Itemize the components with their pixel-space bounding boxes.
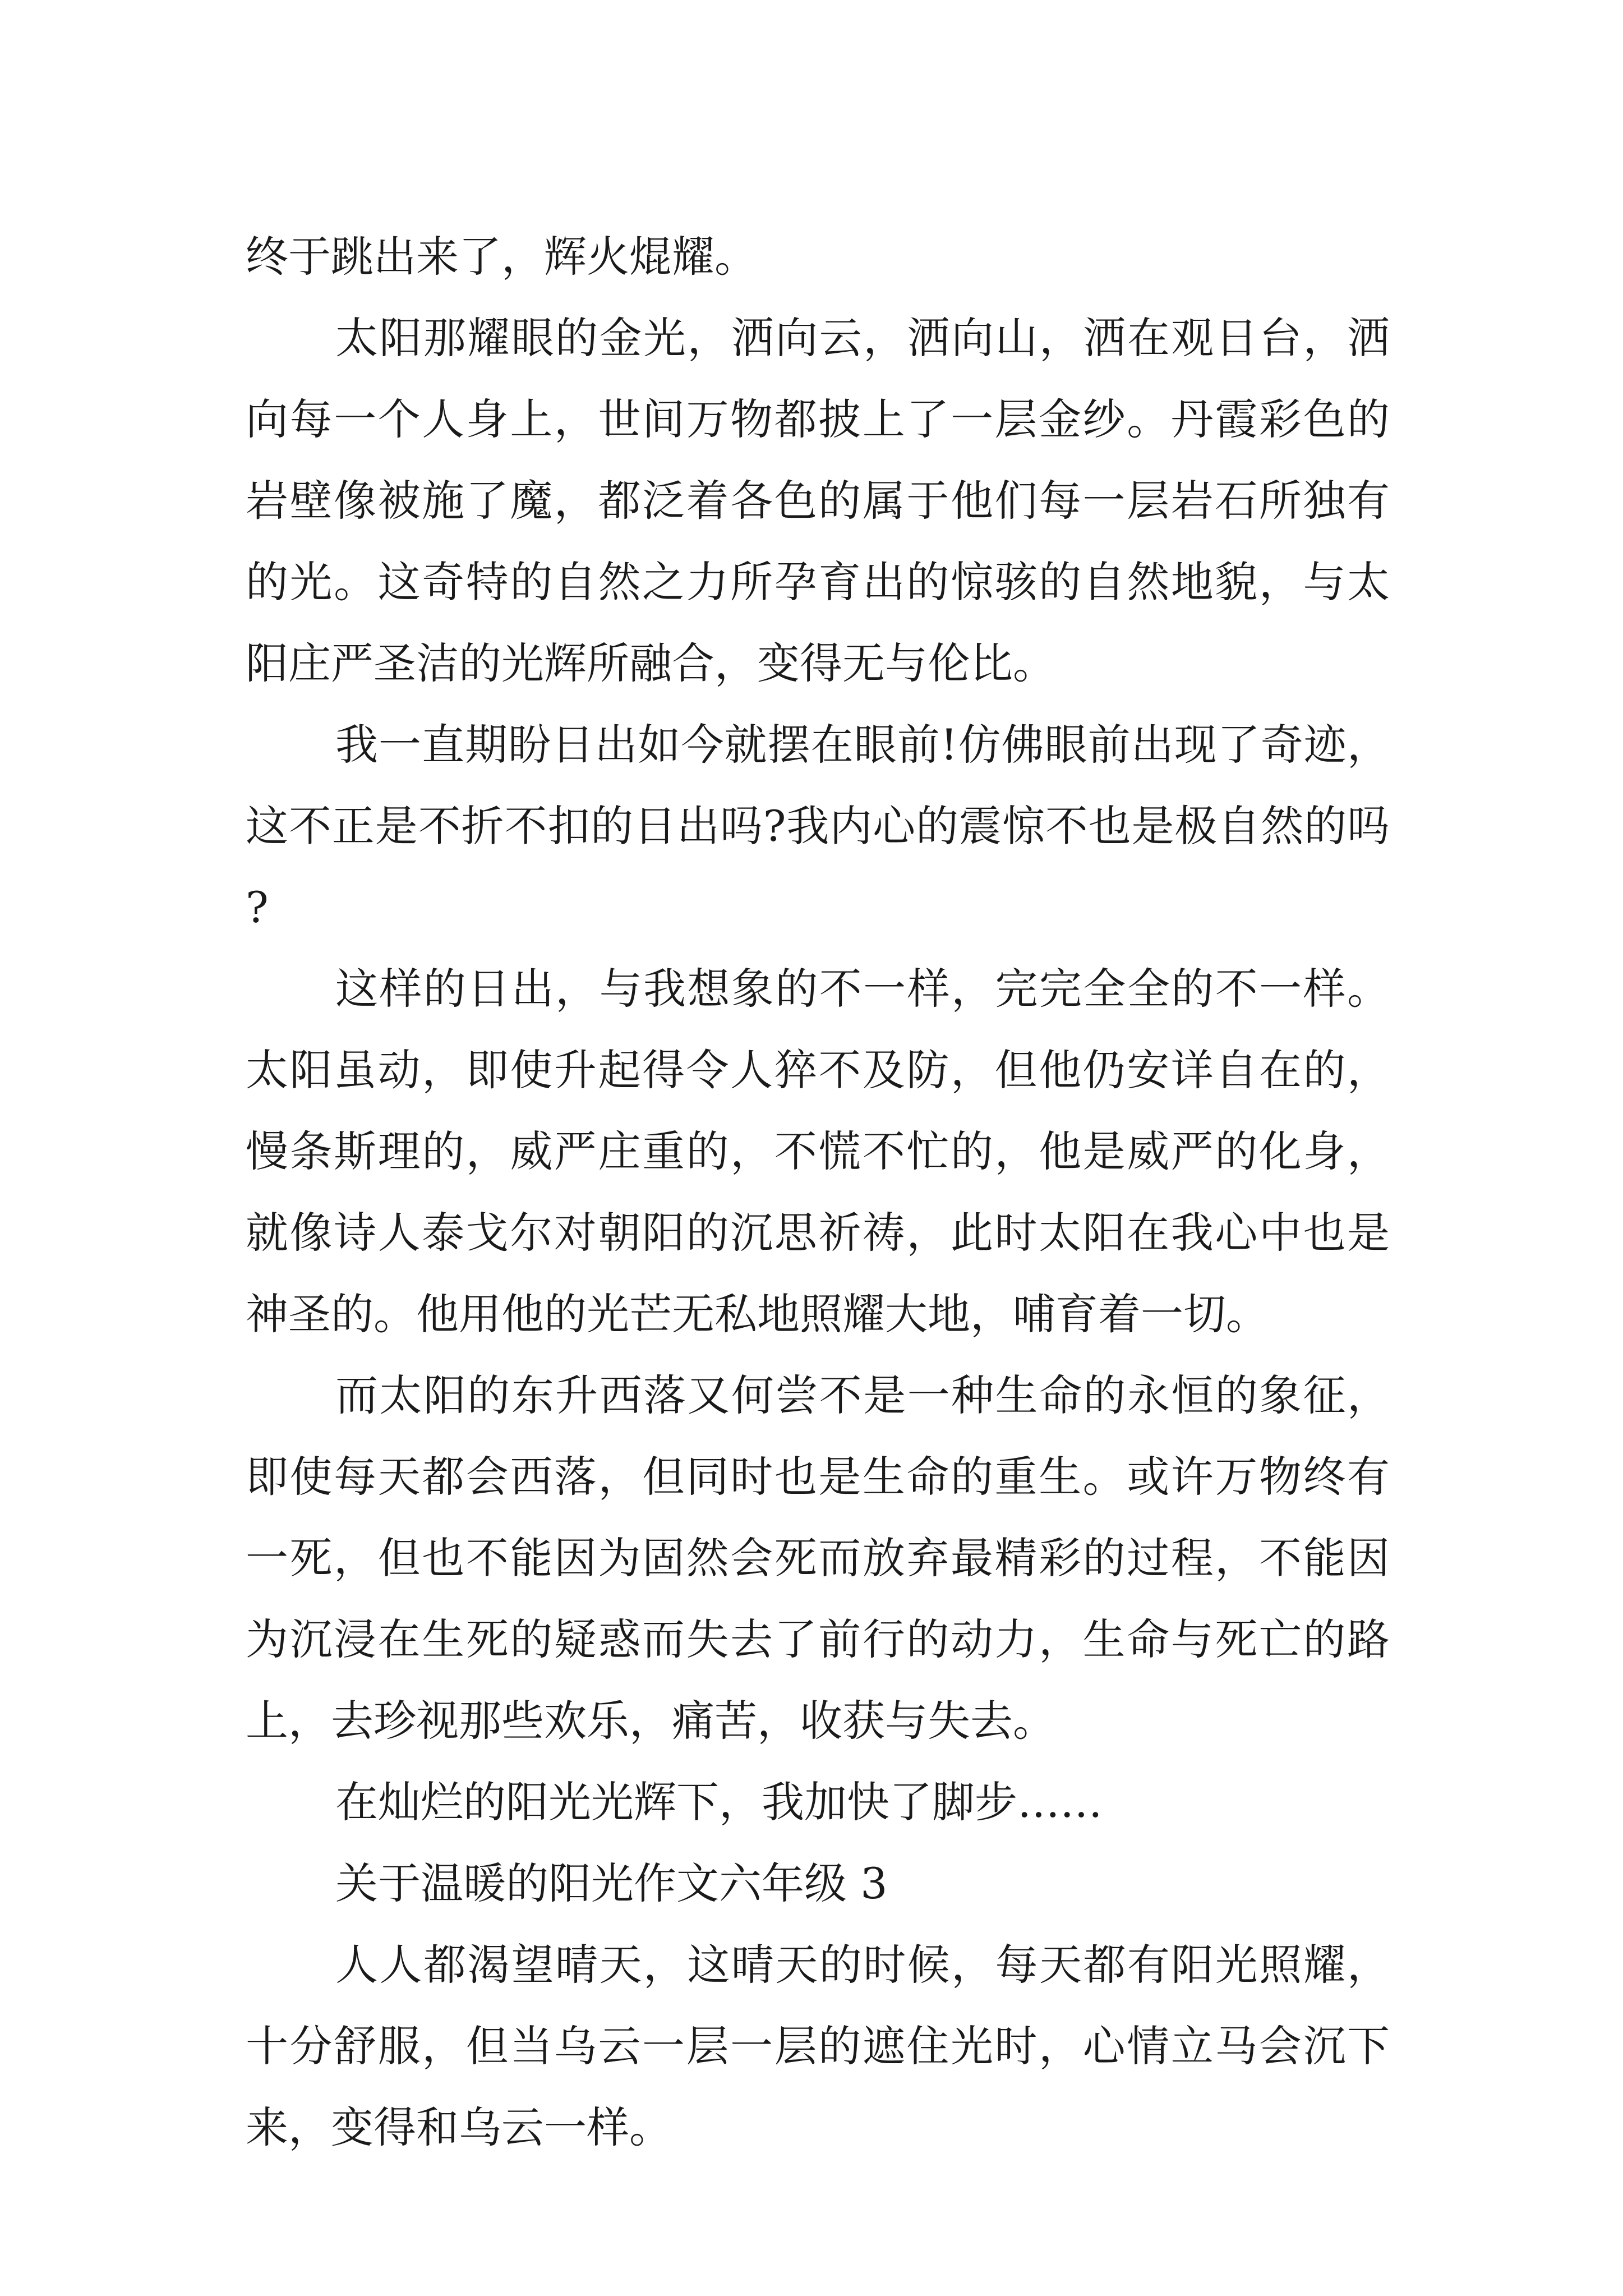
section-heading: 关于温暖的阳光作文六年级 3 (335, 1858, 888, 1908)
paragraph-2: 太阳那耀眼的金光，洒向云，洒向山，洒在观日台，洒向每一个人身上，世间万物都披上了一层金纱。丹霞彩色的岩壁像被施了魔，都泛着各色的属于他们每一层岩石所独有的光。这奇特的自然之力所孕育出的惊骇的自然地貌，与太阳庄严圣洁的光辉所融合，变得无与伦比。 (246, 313, 1390, 688)
paragraph-6: 在灿烂的阳光光辉下，我加快了脚步…… (335, 1777, 1103, 1827)
paragraph-5: 而太阳的东升西落又何尝不是一种生命的永恒的象征，即使每天都会西落，但同时也是生命的重生。或许万物终有一死，但也不能因为固然会死而放弃最精彩的过程，不能因为沉浸在生死的疑惑而失去了前行的动力，生命与死亡的路上，去珍视那些欢乐，痛苦，收获与失去。 (246, 1370, 1390, 1746)
paragraph-3: 我一直期盼日出如今就摆在眼前!仿佛眼前出现了奇迹，这不正是不折不扣的日出吗?我内心的震惊不也是极自然的吗? (246, 720, 1390, 932)
paragraph-1: 终于跳出来了，辉火焜耀。 (246, 232, 757, 282)
paragraph-7: 人人都渴望晴天，这晴天的时候，每天都有阳光照耀，十分舒服，但当乌云一层一层的遮住光时，心情立马会沉下来，变得和乌云一样。 (246, 1940, 1390, 2152)
document-body (246, 216, 1390, 2168)
paragraph-4: 这样的日出，与我想象的不一样，完完全全的不一样。太阳虽动，即使升起得令人猝不及防，但他仍安详自在的，慢条斯理的，威严庄重的，不慌不忙的，他是威严的化身，就像诗人泰戈尔对朝阳的沉思祈祷，此时太阳在我心中也是神圣的。他用他的光芒无私地照耀大地，哺育着一切。 (246, 964, 1390, 1339)
